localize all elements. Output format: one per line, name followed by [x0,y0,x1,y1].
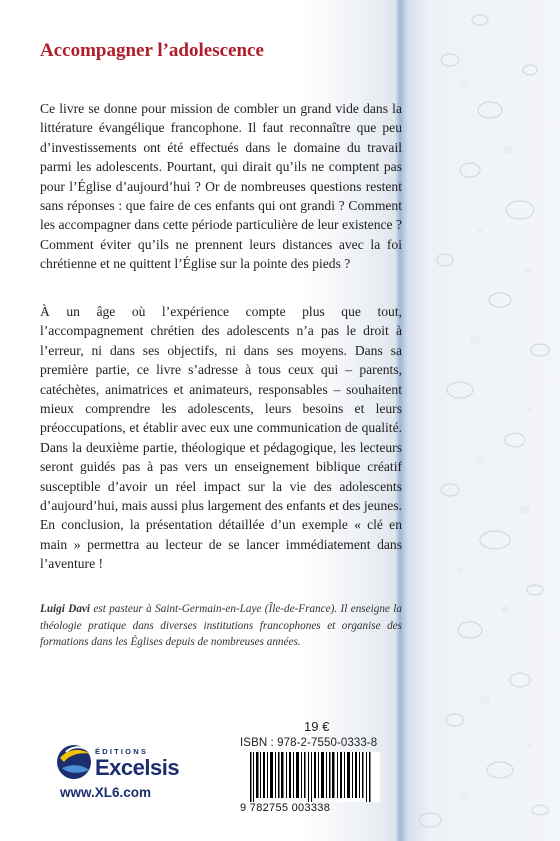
publisher-name: Excelsis [95,755,180,780]
publisher-url[interactable]: www.XL6.com [60,785,152,800]
summary-paragraph-1: Ce livre se donne pour mission de combler un grand vide dans la littérature évangélique francophone. Il faut reconnaître que peu d’investissements ont été effectués dans le domaine du travail parmi les adolescents. Pourtant, qui dirait qu’ils ne comptent pas pour l’Église d’aujourd’hui ? Or de nombreuses questions restent sans réponses : que faire de ces enfants qui ont grandi ? Comment les accompagner dans cette période particulière de leur existence ? Comment éviter qu’ils ne prennent leurs distances avec la foi chrétienne et ne quittent l’Église sur la pointe des pieds ? [40,101,402,272]
author-name: Luigi Davi [40,603,90,615]
publisher-tagline: ÉDITIONS [95,747,149,756]
summary-paragraph-2: À un âge où l’expérience compte plus que tout, l’accompagnement chrétien des adolescents n’a pas le droit à l’erreur, ni dans ses objectifs, ni dans ses moyens. Dans sa première partie, ce livre s’adresse à tous ceux qui – parents, catéchètes, animatrices et animateurs, responsables – souhaitent mieux comprendre les adolescents, leurs besoins et leurs préoccupations, et établir avec eux une communication de qualité. Dans la deuxième partie, théologique et pédagogique, les lecteurs seront guidés pas à pas vers un enseignement biblique créatif susceptible d’avoir un réel impact sur la vie des adolescents d’aujourd’hui, mais aussi plus largement des enfants et des jeunes. En conclusion, la présentation détaillée d’un exemple « clé en main » permettra au lecteur de se lancer immédiatement dans l’aventure ! [40,304,402,572]
author-bio-text: est pasteur à Saint-Germain-en-Laye (Île-de-France). Il enseigne la théologie pratique dans diverses institutions francophones et organise des formations dans les Églises depuis de nombreuses années. [40,603,402,648]
barcode-icon [240,752,380,802]
back-cover-title: Accompagner l’adolescence [40,40,264,61]
price: 19 € [304,719,330,734]
author-bio [40,601,402,651]
barcode-number: 9 782755 003338 [240,802,331,814]
isbn: ISBN : 978-2-7550-0333-8 [240,737,378,749]
